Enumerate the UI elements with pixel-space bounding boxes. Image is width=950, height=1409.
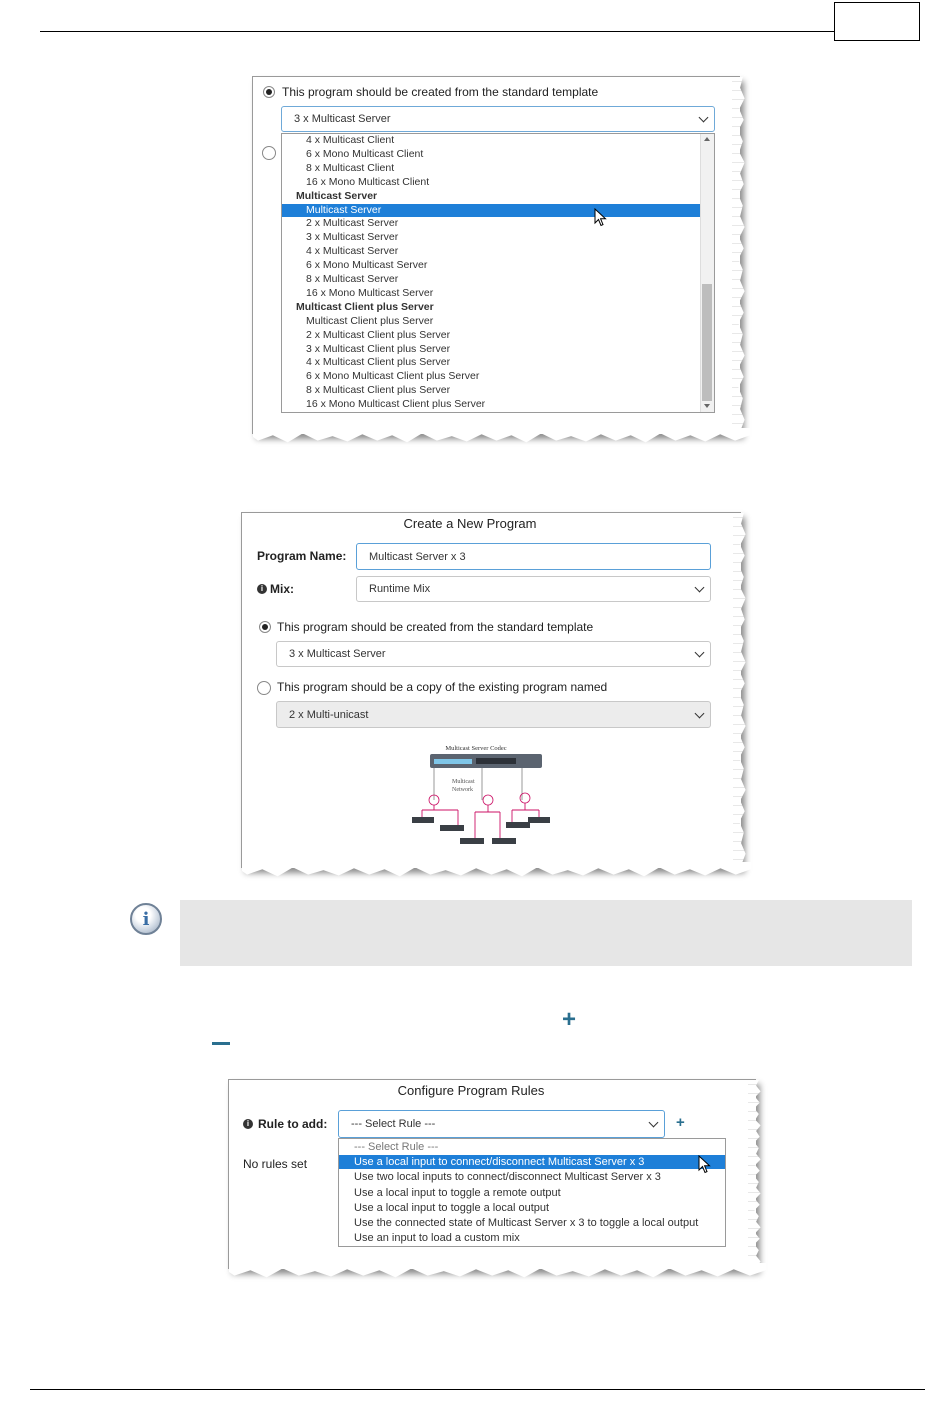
rule-select-value: --- Select Rule --- [351,1118,436,1130]
copy-select-value: 2 x Multi-unicast [289,708,369,721]
template-select-value: 3 x Multicast Server [294,113,391,125]
chevron-down-icon [695,648,705,658]
dropdown-group-header: Multicast Client plus Server [296,300,434,313]
rule-option[interactable]: Use a local input to toggle a remote output [354,1186,561,1199]
plus-icon: + [562,1006,577,1033]
dropdown-option[interactable]: 6 x Mono Multicast Client [306,147,424,160]
screenshot-configure-rules [228,1079,756,1269]
copy-select[interactable] [276,701,711,728]
rule-select[interactable] [338,1110,665,1138]
dropdown-option[interactable]: 16 x Mono Multicast Server [306,286,434,299]
template-radio-label: This program should be created from the standard template [282,85,599,99]
program-name-input[interactable] [356,543,711,570]
dropdown-option[interactable]: Multicast Client plus Server [306,314,434,327]
dropdown-scrollbar[interactable] [700,134,714,412]
dropdown-option[interactable]: 16 x Mono Multicast Client [306,175,430,188]
multicast-network-diagram [412,740,552,850]
chevron-down-icon [695,708,705,718]
screenshot-template-dropdown [252,76,740,434]
diagram-server-label: Multicast Server Codec [445,745,507,752]
rule-option[interactable]: --- Select Rule --- [354,1141,439,1153]
dropdown-option[interactable]: 8 x Multicast Server [306,273,399,285]
chevron-down-icon [695,583,705,593]
rule-to-add-label: Rule to add: [258,1117,328,1131]
template-radio-label: This program should be created from the standard template [277,620,594,634]
dialog-title: Create a New Program [403,516,537,531]
header-rule [40,31,835,32]
mix-select[interactable] [356,576,711,602]
template-dropdown-list[interactable] [281,133,715,413]
add-rule-plus-icon[interactable]: + [676,1114,685,1131]
rule-option[interactable]: Use two local inputs to connect/disconnect Multicast Server x 3 [354,1171,661,1184]
screenshot-create-program [241,512,741,868]
dropdown-option[interactable]: 8 x Multicast Client plus Server [306,384,451,397]
scrollbar-thumb[interactable] [702,284,712,401]
minus-icon [212,1042,230,1045]
template-select-value: 3 x Multicast Server [289,648,386,660]
scroll-up-arrow-icon[interactable] [704,137,710,141]
dropdown-option[interactable]: 3 x Multicast Client plus Server [306,342,451,355]
footer-rule [30,1389,925,1390]
scroll-down-arrow-icon[interactable] [704,404,710,408]
dropdown-option[interactable]: 8 x Multicast Client [306,161,395,174]
rule-option[interactable]: Use a local input to toggle a local output [354,1201,550,1214]
rule-option[interactable]: Use an input to load a custom mix [354,1232,520,1245]
diagram-network-label-2: Network [452,787,473,793]
rule-dropdown-list[interactable] [338,1138,726,1247]
diagram-network-label-1: Multicast [452,779,475,785]
copy-radio[interactable] [257,681,271,695]
dropdown-option[interactable]: Multicast Server [306,203,382,216]
dropdown-option[interactable]: 3 x Multicast Server [306,231,399,244]
info-icon: i [130,903,162,935]
mouse-cursor-icon [698,1155,712,1175]
dropdown-option[interactable]: 4 x Multicast Server [306,245,399,258]
copy-radio[interactable] [262,146,276,160]
chevron-down-icon [649,1118,659,1128]
dropdown-option[interactable]: 4 x Multicast Client [306,134,395,146]
program-name-label: Program Name: [257,549,347,563]
note-box [180,900,912,966]
dropdown-option[interactable]: 4 x Multicast Client plus Server [306,356,451,369]
template-radio[interactable] [259,621,271,633]
dropdown-option[interactable]: 2 x Multicast Client plus Server [306,328,451,341]
chevron-down-icon [699,113,709,123]
dialog-title: Configure Program Rules [397,1083,545,1098]
dropdown-group-header: Multicast Server [296,189,378,202]
info-circle-icon: i [243,1119,253,1129]
template-radio[interactable] [263,86,275,98]
mix-select-value: Runtime Mix [369,583,431,595]
dropdown-option[interactable]: 2 x Multicast Server [306,217,399,230]
no-rules-text: No rules set [243,1157,308,1171]
dropdown-option[interactable]: 6 x Mono Multicast Client plus Server [306,370,480,383]
rule-option-selected[interactable]: Use a local input to connect/disconnect Multicast Server x 3 [339,1155,725,1169]
rule-option[interactable]: Use the connected state of Multicast Server x 3 to toggle a local output [354,1217,699,1229]
info-circle-icon: i [257,584,267,594]
page-number-box [834,2,920,41]
template-select[interactable] [281,106,715,132]
program-name-value: Multicast Server x 3 [369,550,466,563]
dropdown-option[interactable]: 16 x Mono Multicast Client plus Server [306,398,486,411]
mix-label: Mix: [270,582,294,596]
dropdown-option[interactable]: 6 x Mono Multicast Server [306,259,428,272]
mouse-cursor-icon [594,208,608,228]
template-select[interactable] [276,641,711,667]
copy-radio-label: This program should be a copy of the existing program named [277,680,608,694]
